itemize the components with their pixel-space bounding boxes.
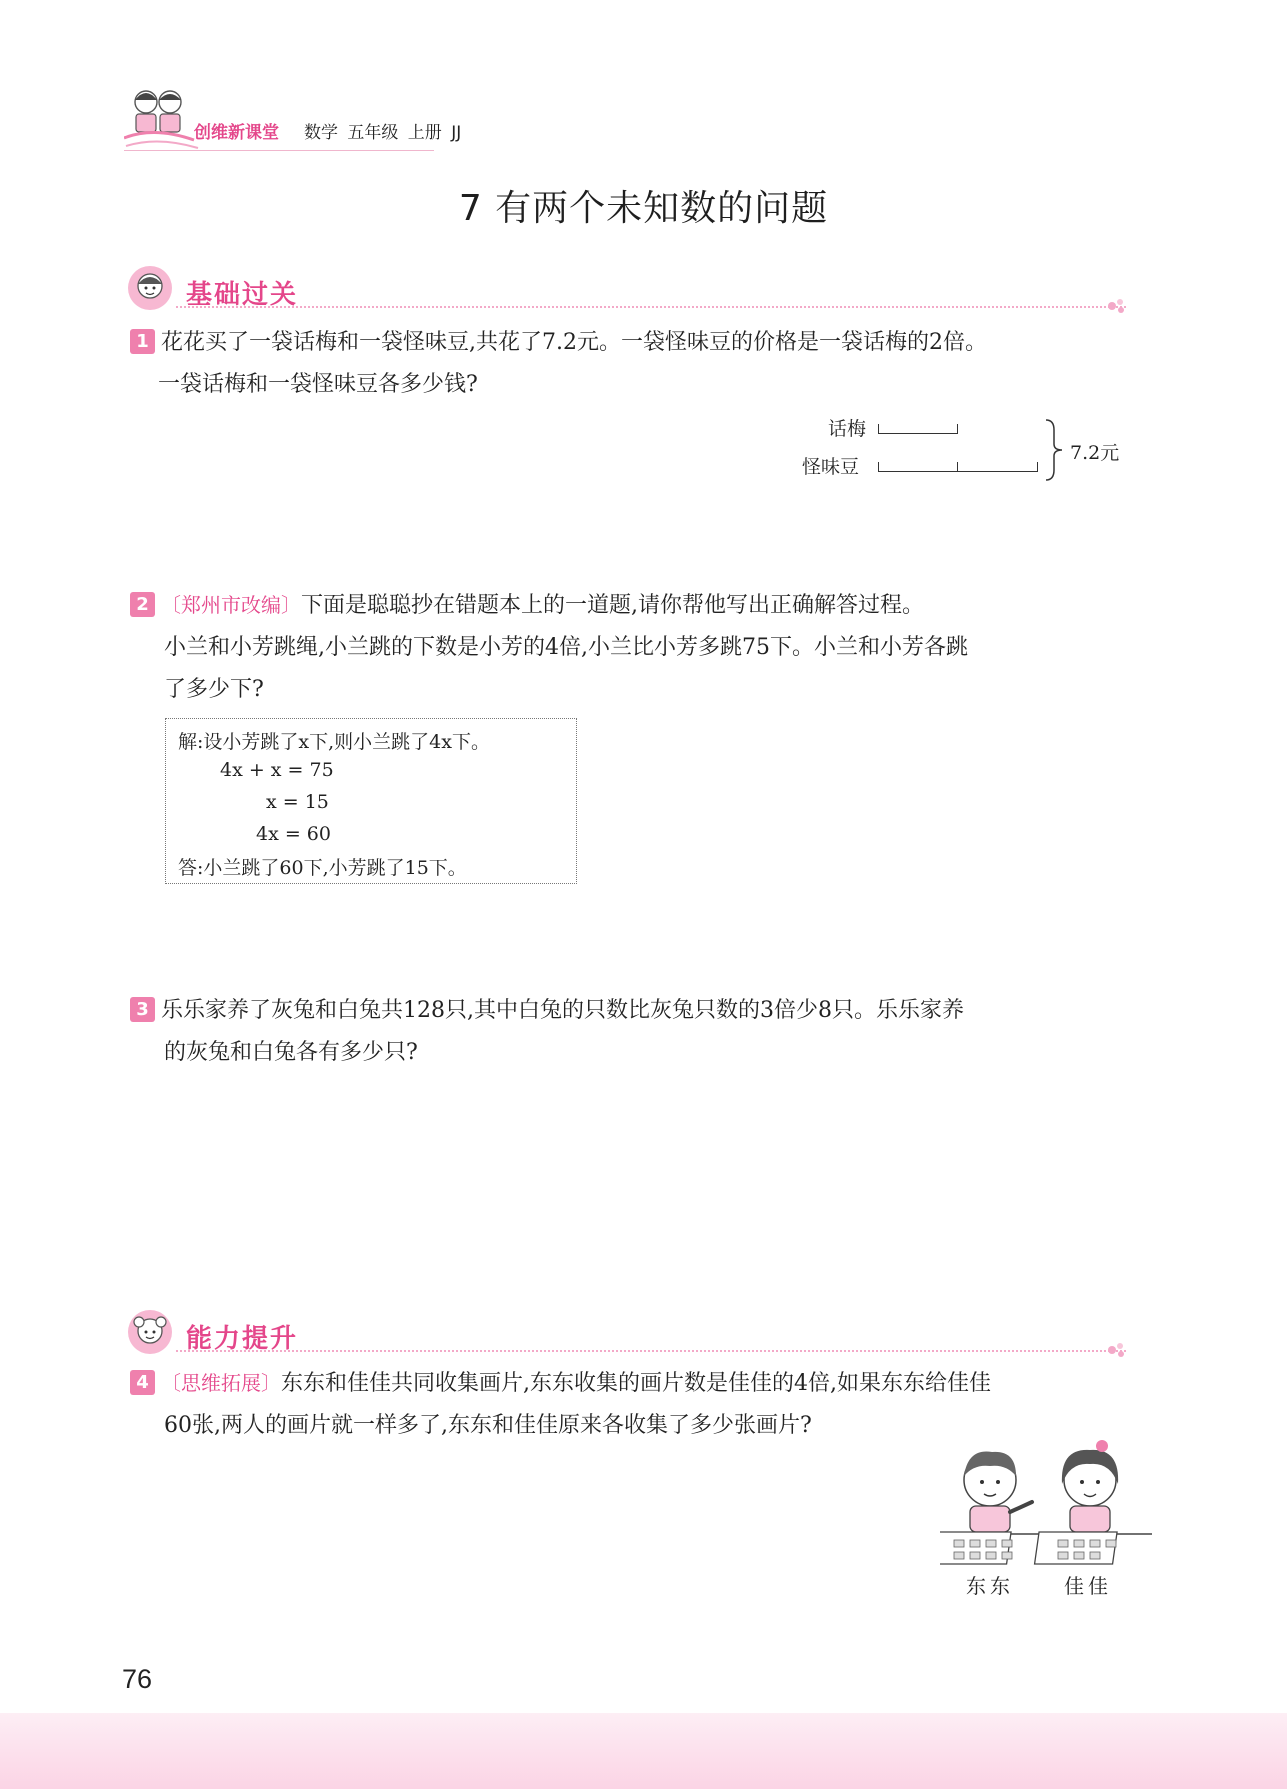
brand-name: 创维新课堂 (194, 123, 279, 143)
diagram-total: 7.2元 (1070, 442, 1120, 464)
source-tag: 〔思维拓展〕 (161, 1371, 281, 1395)
question-number-badge: 4 (130, 1370, 155, 1395)
subject-grade-info: 数学 五年级 上册 JJ (304, 123, 462, 143)
question-1 (130, 322, 1130, 406)
section-header-advanced (126, 1308, 1126, 1368)
question-text: 乐乐家养了灰兔和白兔共128只,其中白兔的只数比灰兔只数的3倍少8只。乐乐家养 (161, 998, 964, 1023)
segment-divider (957, 462, 958, 472)
segment-plum (878, 424, 958, 434)
wrong-solution-box (165, 718, 577, 884)
kids-with-cards-illustration (940, 1440, 1180, 1600)
section-divider (176, 306, 1126, 308)
question-2 (130, 584, 1130, 711)
section-title: 能力提升 (186, 1324, 299, 1354)
question-text: 东东和佳佳共同收集画片,东东收集的画片数是佳佳的4倍,如果东东给佳佳 (281, 1371, 991, 1396)
footer-band (0, 1713, 1287, 1789)
solution-line: 4x = 60 (256, 823, 331, 845)
section-title: 基础过关 (186, 280, 299, 310)
diagram-label: 怪味豆 (802, 456, 860, 478)
question-text: 花花买了一袋话梅和一袋怪味豆,共花了7.2元。一袋怪味豆的价格是一袋话梅的2倍。 (161, 330, 987, 355)
page-number: 76 (122, 1664, 153, 1694)
question-number-badge: 2 (130, 592, 155, 617)
line-segment-diagram (790, 410, 1150, 510)
brace-icon (1044, 418, 1066, 482)
solution-line: 解:设小芳跳了x下,则小兰跳了4x下。 (178, 731, 490, 753)
section-mascot-icon (126, 1308, 174, 1356)
question-text: 了多少下? (164, 677, 264, 702)
section-mascot-icon (126, 264, 174, 312)
question-4 (130, 1362, 1130, 1447)
section-divider (176, 1350, 1126, 1352)
question-number-badge: 3 (130, 997, 155, 1022)
section-header-basic (126, 264, 1126, 324)
character-name: 佳佳 (1064, 1574, 1112, 1598)
flower-dots-icon (1106, 296, 1128, 316)
question-text: 小兰和小芳跳绳,小兰跳的下数是小芳的4倍,小兰比小芳多跳75下。小兰和小芳各跳 (164, 635, 968, 660)
solution-line: 4x + x = 75 (220, 759, 334, 781)
flower-dots-icon (1106, 1340, 1128, 1360)
lesson-title: 7 有两个未知数的问题 (458, 188, 829, 229)
question-3 (130, 990, 1130, 1074)
question-text: 的灰兔和白兔各有多少只? (164, 1040, 418, 1065)
solution-line: x = 15 (266, 791, 329, 813)
diagram-label: 话梅 (828, 418, 867, 440)
question-text: 下面是聪聪抄在错题本上的一道题,请你帮他写出正确解答过程。 (301, 593, 924, 618)
kids-logo-illustration (124, 86, 202, 154)
character-name: 东东 (966, 1574, 1014, 1598)
source-tag: 〔郑州市改编〕 (161, 593, 301, 617)
header-divider (124, 150, 434, 151)
solution-line: 答:小兰跳了60下,小芳跳了15下。 (178, 857, 467, 879)
question-text: 一袋话梅和一袋怪味豆各多少钱? (158, 372, 478, 397)
question-text: 60张,两人的画片就一样多了,东东和佳佳原来各收集了多少张画片? (164, 1413, 812, 1438)
kids-drawing (940, 1440, 1180, 1570)
question-number-badge: 1 (130, 329, 155, 354)
